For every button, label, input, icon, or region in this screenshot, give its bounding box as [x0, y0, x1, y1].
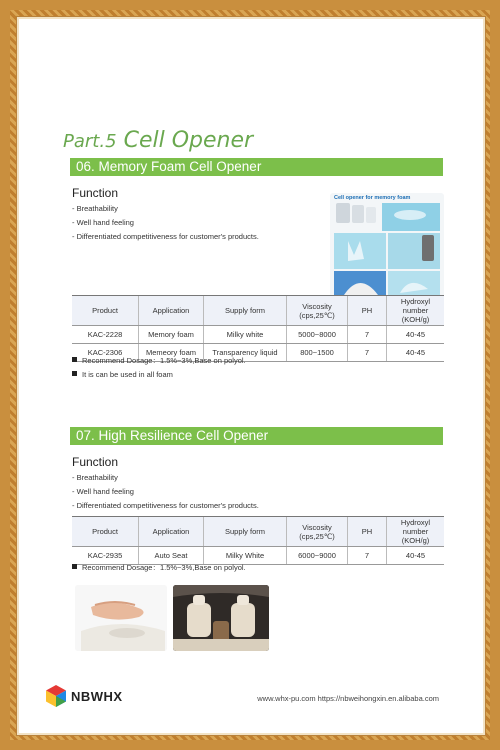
- col-header: Hydroxyl number (KOH/g): [387, 296, 445, 326]
- function-title: Function: [72, 455, 119, 469]
- memory-foam-photos: [330, 193, 444, 301]
- car-interior-illustration: [173, 585, 269, 651]
- section-heading-memory-foam: 06. Memory Foam Cell Opener: [70, 158, 443, 176]
- col-header: PH: [348, 296, 387, 326]
- square-bullet-icon: [72, 371, 77, 376]
- company-logo: [45, 681, 155, 711]
- spec-table-memory-foam: [72, 295, 444, 362]
- col-header: Supply form: [204, 517, 287, 547]
- table-cell: Memeory foam: [139, 344, 204, 362]
- part-title: [63, 128, 253, 153]
- table-cell: Milky white: [204, 326, 287, 344]
- table-cell: 6000~9000: [287, 547, 348, 565]
- note-text: It is can be used in all foam: [82, 370, 173, 379]
- table-cell: Auto Seat: [139, 547, 204, 565]
- table-row: [72, 326, 444, 344]
- function-list: [72, 471, 259, 513]
- list-item: - Breathability: [72, 204, 118, 213]
- hand-foam-illustration: [75, 585, 167, 651]
- note-text: Recommend Dosage：1.5%~3%,Base on polyol.: [82, 356, 246, 365]
- footer-urls: www.whx-pu.com https://nbweihongxin.en.alibaba.com: [257, 694, 439, 703]
- col-header: Product: [72, 517, 139, 547]
- hand-on-foam-photo: [75, 585, 167, 651]
- brochure-page: [16, 16, 486, 736]
- function-list: [72, 202, 259, 244]
- square-bullet-icon: [72, 357, 77, 362]
- car-seat-photo: [173, 585, 269, 651]
- note-item: [72, 368, 246, 382]
- list-item: - Well hand feeling: [72, 487, 134, 496]
- col-header: Product: [72, 296, 139, 326]
- table-cell: 800~1500: [287, 344, 348, 362]
- col-header: Application: [139, 296, 204, 326]
- hexagon-cube-logo-icon: [45, 684, 67, 708]
- col-header: PH: [348, 517, 387, 547]
- table-cell: 5000~8000: [287, 326, 348, 344]
- table-cell: 40-45: [387, 344, 445, 362]
- table-cell: KAC-2306: [72, 344, 139, 362]
- table-cell: 40-45: [387, 547, 445, 565]
- brand-name: NBWHX: [71, 689, 123, 704]
- col-header: Application: [139, 517, 204, 547]
- note-text: Recommend Dosage：1.5%~3%,Base on polyol.: [82, 563, 246, 572]
- part-prefix: Part.5: [63, 131, 117, 152]
- table-header-row: [72, 296, 444, 326]
- table-cell: KAC-2228: [72, 326, 139, 344]
- col-header: Hydroxyl number (KOH/g): [387, 517, 445, 547]
- table-cell: 7: [348, 547, 387, 565]
- spec-table-high-resilience: [72, 516, 444, 565]
- notes-list: [72, 354, 246, 382]
- table-cell: Transparency liquid: [204, 344, 287, 362]
- image-caption: Cell opener for memory foam: [334, 195, 411, 201]
- col-header: Viscosity (cps,25℃): [287, 517, 348, 547]
- list-item: - Well hand feeling: [72, 218, 134, 227]
- square-bullet-icon: [72, 564, 77, 569]
- table-cell: Milky White: [204, 547, 287, 565]
- table-cell: 7: [348, 344, 387, 362]
- notes-list: [72, 561, 246, 575]
- table-header-row: [72, 517, 444, 547]
- col-header: Viscosity (cps,25℃): [287, 296, 348, 326]
- part-name: Cell Opener: [123, 128, 254, 153]
- note-item: [72, 354, 246, 368]
- section-heading-high-resilience: 07. High Resilience Cell Opener: [70, 427, 443, 445]
- table-cell: KAC-2935: [72, 547, 139, 565]
- list-item: - Breathability: [72, 473, 118, 482]
- table-cell: Memory foam: [139, 326, 204, 344]
- memory-foam-product-image: [330, 193, 444, 301]
- list-item: - Differentiated competitiveness for customer's products.: [72, 501, 259, 510]
- function-title: Function: [72, 186, 119, 200]
- table-cell: 7: [348, 326, 387, 344]
- col-header: Supply form: [204, 296, 287, 326]
- note-item: [72, 561, 246, 575]
- table-cell: 40-45: [387, 326, 445, 344]
- list-item: - Differentiated competitiveness for customer's products.: [72, 232, 259, 241]
